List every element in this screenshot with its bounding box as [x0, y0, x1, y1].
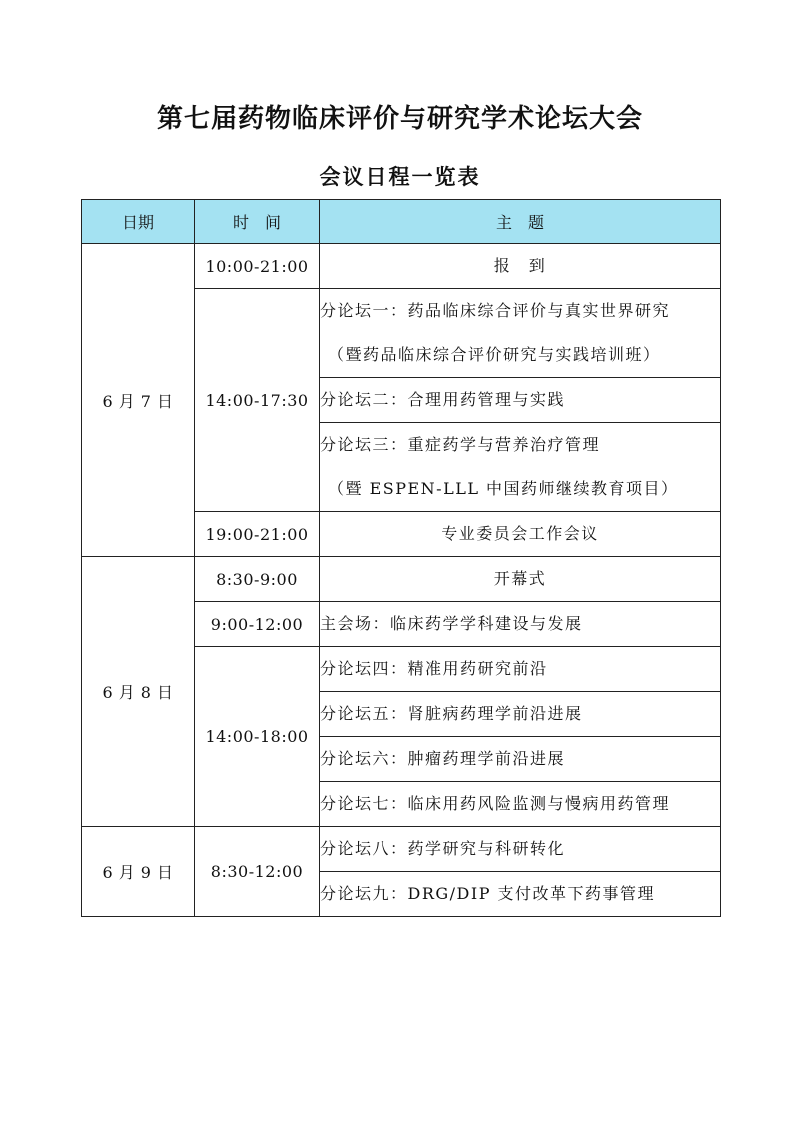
topic-cell [320, 782, 721, 827]
time-cell: 9:00-12:00 [195, 602, 320, 647]
time-cell: 10:00-21:00 [195, 244, 320, 289]
topic-cell [320, 872, 721, 917]
topic-title: 分论坛六：肿瘤药理学前沿进展 [320, 749, 566, 768]
table-row [82, 827, 721, 872]
topic-title: 报 到 [493, 256, 547, 275]
topic-cell [320, 692, 721, 737]
schedule-table [81, 199, 721, 917]
table-row [82, 557, 721, 602]
time-cell: 14:00-18:00 [195, 647, 320, 827]
topic-note: （暨 ESPEN-LLL 中国药师继续教育项目） [328, 479, 679, 498]
schedule-subtitle: 会议日程一览表 [319, 164, 481, 189]
topic-title: 分论坛七：临床用药风险监测与慢病用药管理 [320, 794, 671, 813]
topic-cell [320, 289, 721, 378]
table-row [82, 244, 721, 289]
topic-cell [320, 557, 721, 602]
topic-cell [320, 244, 721, 289]
time-cell: 14:00-17:30 [195, 289, 320, 512]
date-cell: 6 月 8 日 [82, 557, 195, 827]
topic-title: 主会场：临床药学学科建设与发展 [320, 614, 583, 633]
table-header-row [82, 200, 721, 244]
topic-title: 分论坛四：精准用药研究前沿 [320, 659, 548, 678]
time-cell: 8:30-9:00 [195, 557, 320, 602]
topic-title: 分论坛二：合理用药管理与实践 [320, 390, 566, 409]
topic-cell [320, 737, 721, 782]
topic-cell [320, 378, 721, 423]
document-title: 第七届药物临床评价与研究学术论坛大会 [156, 104, 643, 134]
header-time: 时 间 [195, 200, 320, 244]
date-cell: 6 月 7 日 [82, 244, 195, 557]
topic-cell [320, 423, 721, 512]
topic-cell [320, 647, 721, 692]
topic-title: 分论坛九：DRG/DIP 支付改革下药事管理 [320, 884, 656, 903]
topic-cell [320, 827, 721, 872]
topic-note: （暨药品临床综合评价研究与实践培训班） [328, 345, 661, 364]
topic-title: 专业委员会工作会议 [441, 524, 599, 543]
topic-title: 开幕式 [493, 569, 547, 588]
schedule-body [82, 244, 721, 917]
time-cell: 19:00-21:00 [195, 512, 320, 557]
date-cell: 6 月 9 日 [82, 827, 195, 917]
topic-title: 分论坛三：重症药学与营养治疗管理 [320, 435, 601, 454]
header-date: 日期 [82, 200, 195, 244]
time-cell: 8:30-12:00 [195, 827, 320, 917]
topic-title: 分论坛一：药品临床综合评价与真实世界研究 [320, 301, 671, 320]
topic-cell [320, 602, 721, 647]
topic-cell [320, 512, 721, 557]
header-topic: 主 题 [320, 200, 721, 244]
topic-title: 分论坛八：药学研究与科研转化 [320, 839, 566, 858]
topic-title: 分论坛五：肾脏病药理学前沿进展 [320, 704, 583, 723]
